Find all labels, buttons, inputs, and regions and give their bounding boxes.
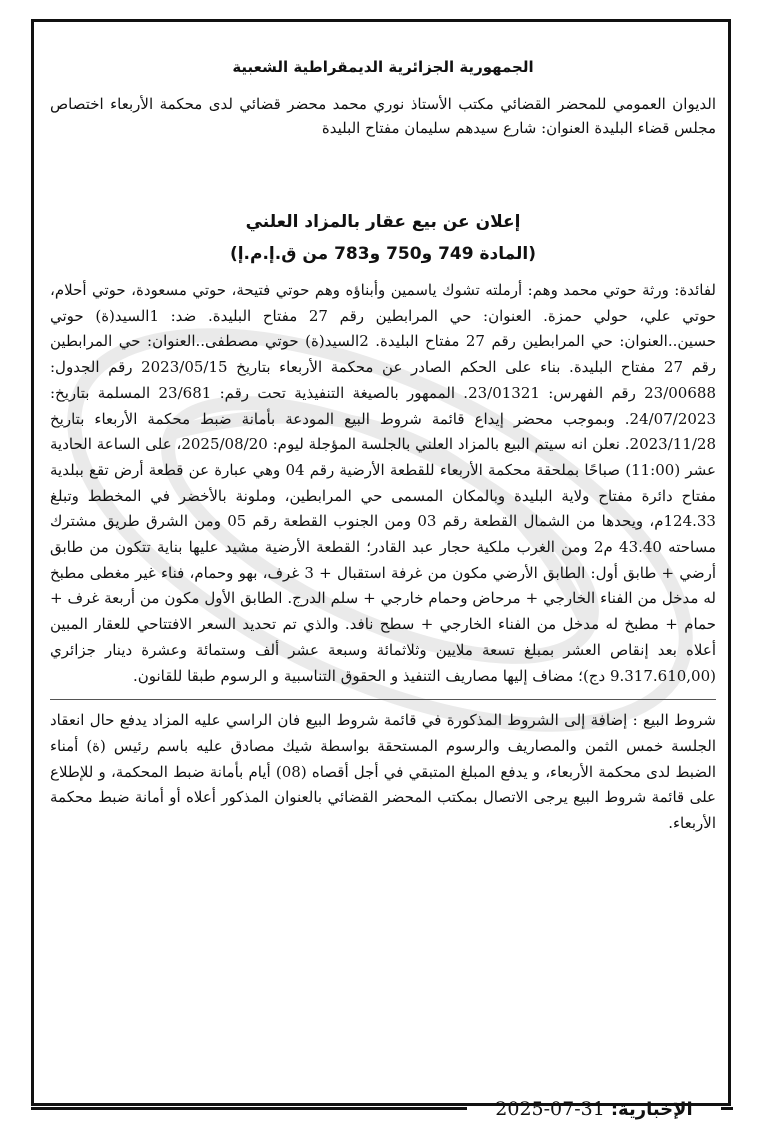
footer-rule-right xyxy=(721,1107,733,1110)
republic-heading: الجمهورية الجزائرية الديمقراطية الشعبية xyxy=(232,58,534,76)
publication-name: الإخبارية: xyxy=(610,1098,693,1120)
notice-content xyxy=(50,58,716,837)
office-address: الديوان العمومي للمحضر القضائي مكتب الأستاذ نوري محمد محضر قضائي لدى محكمة الأربعاء اختصاص مجلس قضاء البليدة العنوان: شارع سيدهم سليمان مفتاح البليدة xyxy=(50,95,716,137)
notice-articles: (المادة 749 و750 و783 من ق.إ.م.إ) xyxy=(229,244,537,264)
section-divider xyxy=(50,699,716,700)
footer-publication xyxy=(469,1094,719,1124)
publication-date: 2025-07-31 xyxy=(495,1098,605,1120)
sale-conditions: شروط البيع : إضافة إلى الشروط المذكورة في قائمة شروط البيع فان الراسي عليه المزاد يدفع حال انعقاد الجلسة خمس الثمن والمصاريف والرسوم المستحقة بواسطة شيك مصادق عليه باسم رئيس (ة) أمناء الضبط لدى محكمة الأربعاء، و يدفع المبلغ المتبقي في أجل أقصاه (08) أيام بأمانة ضبط المحكمة، و للإطلاع على قائمة شروط البيع يرجى الاتصال بمكتب المحضر القضائي بالعنوان المذكور أعلاه أو أمانة ضبط محكمة الأربعاء. xyxy=(50,711,716,833)
notice-body: لفائدة: ورثة حوتي محمد وهم: أرملته تشوك ياسمين وأبناؤه وهم حوتي فتيحة، حوتي مسعودة، حوتي أحلام، حوتي علي، حولي حمزة. العنوان: حي المرابطين رقم 27 مفتاح البليدة. ضد: 1السيد(ة) حوتي حسين..العنوان: حي المرابطين رقم 27 مفتاح البليدة. 2السيد(ة) حوتي مصطفى..العنوان: حي المرابطين رقم 27 مفتاح البليدة. بناء على الحكم الصادر عن محكمة الأربعاء بتاريخ 2023/05/15 رقم الجدول: 23/00688 رقم الفهرس: 23/01321. الممهور بالصيغة التنفيذية تحت رقم: 23/681 المسلمة بتاريخ: 24/07/2023. وبموجب محضر إيداع قائمة شروط البيع المودعة بأمانة ضبط محكمة الأربعاء بتاريخ 2023/11/28. نعلن انه سيتم البيع بالمزاد العلني بالجلسة المؤجلة ليوم: 2025/08/20، على الساعة الحادية عشر (11:00) صباحًا بملحقة محكمة الأربعاء للقطعة الأرضية رقم 04 وهي عبارة عن قطعة أرض تقع ببلدية مفتاح دائرة مفتاح ولاية البليدة وبالمكان المسمى حي المرابطين، وملونة بالأخضر في المخطط وتبلغ 124.33م، ويحدها من الشمال القطعة رقم 03 ومن الجنوب القطعة رقم 05 ومن الشرق طريق مشترك مساحته 43.40 م2 ومن الغرب ملكية حجار عبد القادر؛ القطعة الأرضية مشيد عليها بناية تتكون من طابق أرضي + طابق أول: الطابق الأرضي مكون من غرفة استقبال + 3 غرف، بهو وحمام، فناء غير مغطى مطبخ له مدخل من الفناء الخارجي + مرحاض وحمام خارجي + سلم الدرج. الطابق الأول مكون من أربعة غرف + حمام + مطبخ له مدخل من الفناء الخارجي + سطح نافد. والذي تم تحديد السعر الافتتاحي للعقار المبين أعلاه بعد إنقاص العشر بمبلغ تسعة ملايين وثلاثمائة وسبعة عشر ألف وستمائة وعشرة دينار جزائري (9.317.610,00 دج)؛ مضاف إليها مصاريف التنفيذ و الحقوق التناسبية و الرسوم طبقا للقانون. xyxy=(50,281,716,685)
footer-rule-left xyxy=(31,1107,467,1110)
notice-title: إعلان عن بيع عقار بالمزاد العلني xyxy=(245,212,521,232)
